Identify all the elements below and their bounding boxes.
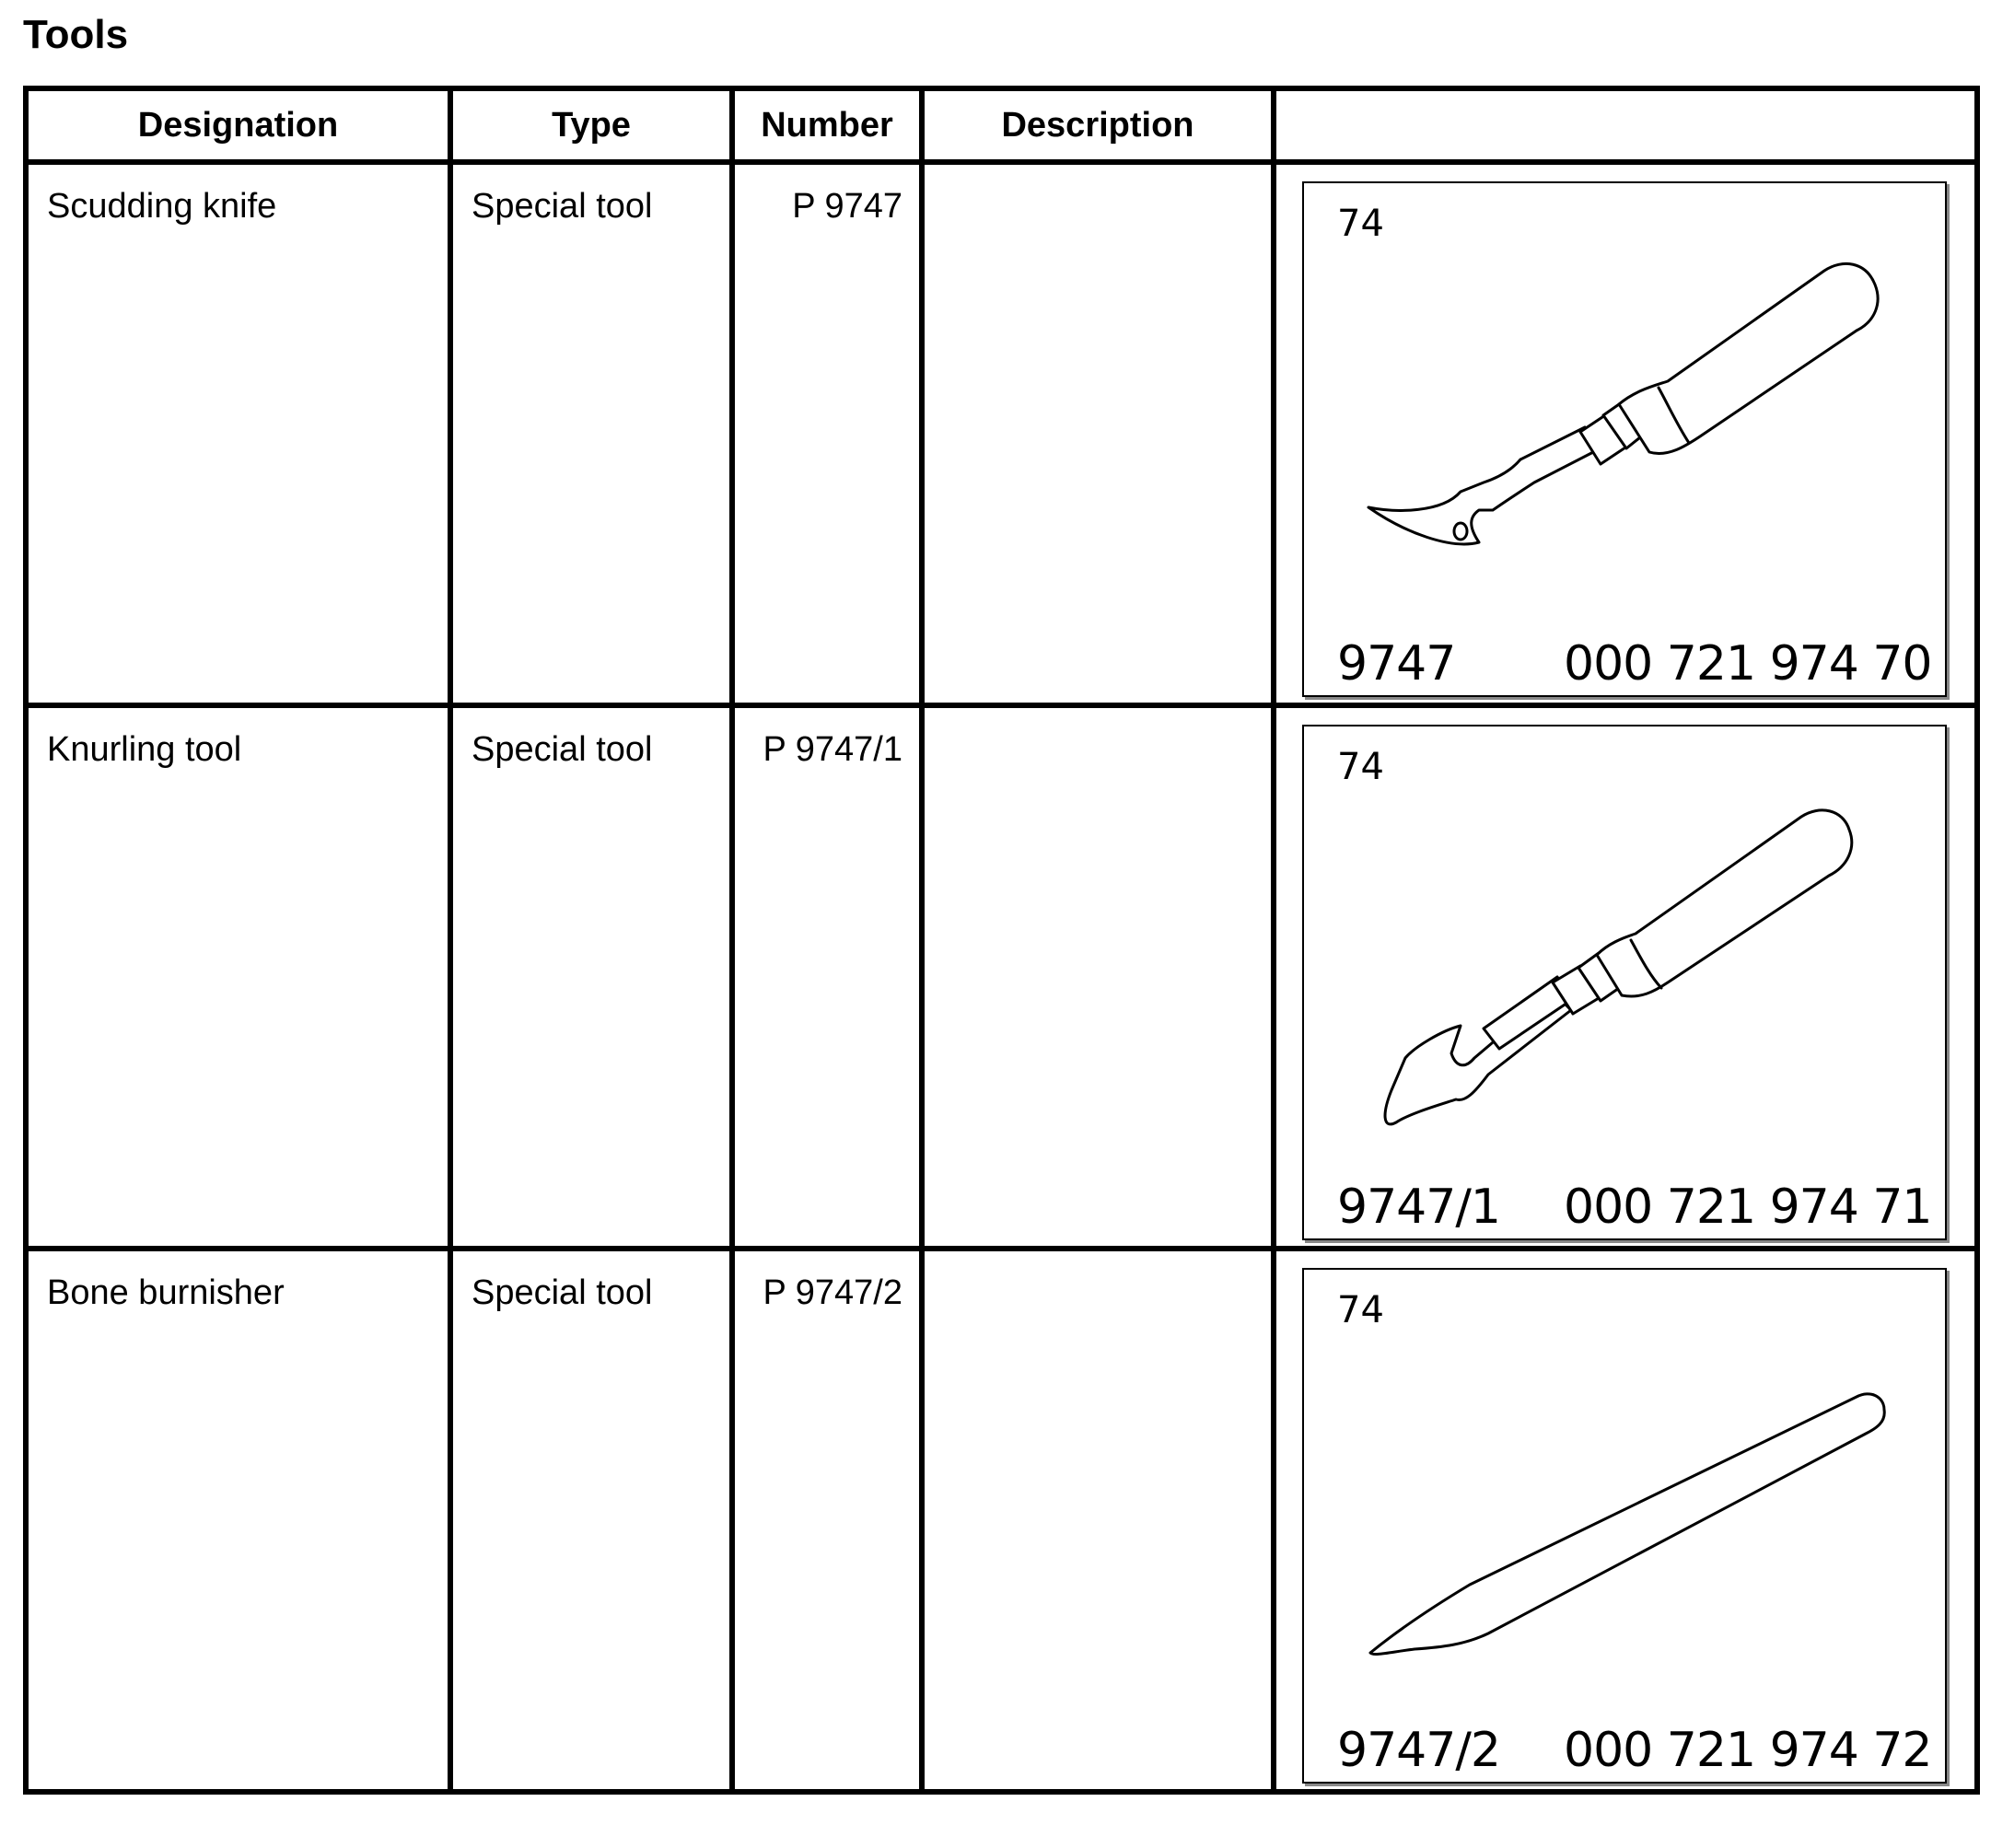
bone-burnisher-icon <box>1304 1270 1945 1782</box>
number-cell <box>732 705 922 1249</box>
knurling-tool-icon <box>1304 726 1945 1238</box>
figure-tool-number: 9747 <box>1337 636 1456 692</box>
table-row <box>26 705 1977 1249</box>
type-text: Special tool <box>472 730 653 769</box>
description-cell <box>922 162 1274 705</box>
number-text: P 9747/1 <box>763 730 902 769</box>
designation-text: Scudding knife <box>47 187 277 226</box>
designation-text: Bone burnisher <box>47 1273 285 1312</box>
tools-table <box>23 86 1980 1795</box>
figure-tool-number: 9747/2 <box>1337 1723 1500 1778</box>
figure-group-number: 74 <box>1337 1289 1384 1331</box>
figure-part-number: 000 721 974 71 <box>1564 1180 1932 1235</box>
designation-text: Knurling tool <box>47 730 242 769</box>
designation-cell <box>26 1249 450 1792</box>
table-row <box>26 1249 1977 1792</box>
header-figure <box>1274 88 1977 162</box>
figure-cell <box>1274 1249 1977 1792</box>
number-cell <box>732 162 922 705</box>
page-title: Tools <box>23 12 129 57</box>
header-description: Description <box>922 88 1274 162</box>
type-cell <box>450 705 732 1249</box>
table-header-row <box>26 88 1977 162</box>
number-cell <box>732 1249 922 1792</box>
header-designation: Designation <box>26 88 450 162</box>
type-text: Special tool <box>472 1273 653 1312</box>
tool-figure <box>1302 725 1947 1240</box>
description-text <box>925 1251 1271 1272</box>
tool-figure <box>1302 1268 1947 1784</box>
number-text: P 9747/2 <box>763 1273 902 1312</box>
table-row <box>26 162 1977 705</box>
figure-cell <box>1274 705 1977 1249</box>
type-cell <box>450 1249 732 1792</box>
figure-tool-number: 9747/1 <box>1337 1180 1500 1235</box>
description-cell <box>922 705 1274 1249</box>
figure-cell <box>1274 162 1977 705</box>
tool-figure <box>1302 181 1947 697</box>
figure-group-number: 74 <box>1337 746 1384 788</box>
figure-group-number: 74 <box>1337 203 1384 245</box>
scudding-knife-icon <box>1304 183 1945 695</box>
designation-cell <box>26 705 450 1249</box>
designation-cell <box>26 162 450 705</box>
description-text <box>925 708 1271 728</box>
description-text <box>925 165 1271 185</box>
description-cell <box>922 1249 1274 1792</box>
header-type: Type <box>450 88 732 162</box>
header-number: Number <box>732 88 922 162</box>
number-text: P 9747 <box>792 187 902 226</box>
type-cell <box>450 162 732 705</box>
figure-part-number: 000 721 974 70 <box>1564 636 1932 692</box>
type-text: Special tool <box>472 187 653 226</box>
figure-part-number: 000 721 974 72 <box>1564 1723 1932 1778</box>
